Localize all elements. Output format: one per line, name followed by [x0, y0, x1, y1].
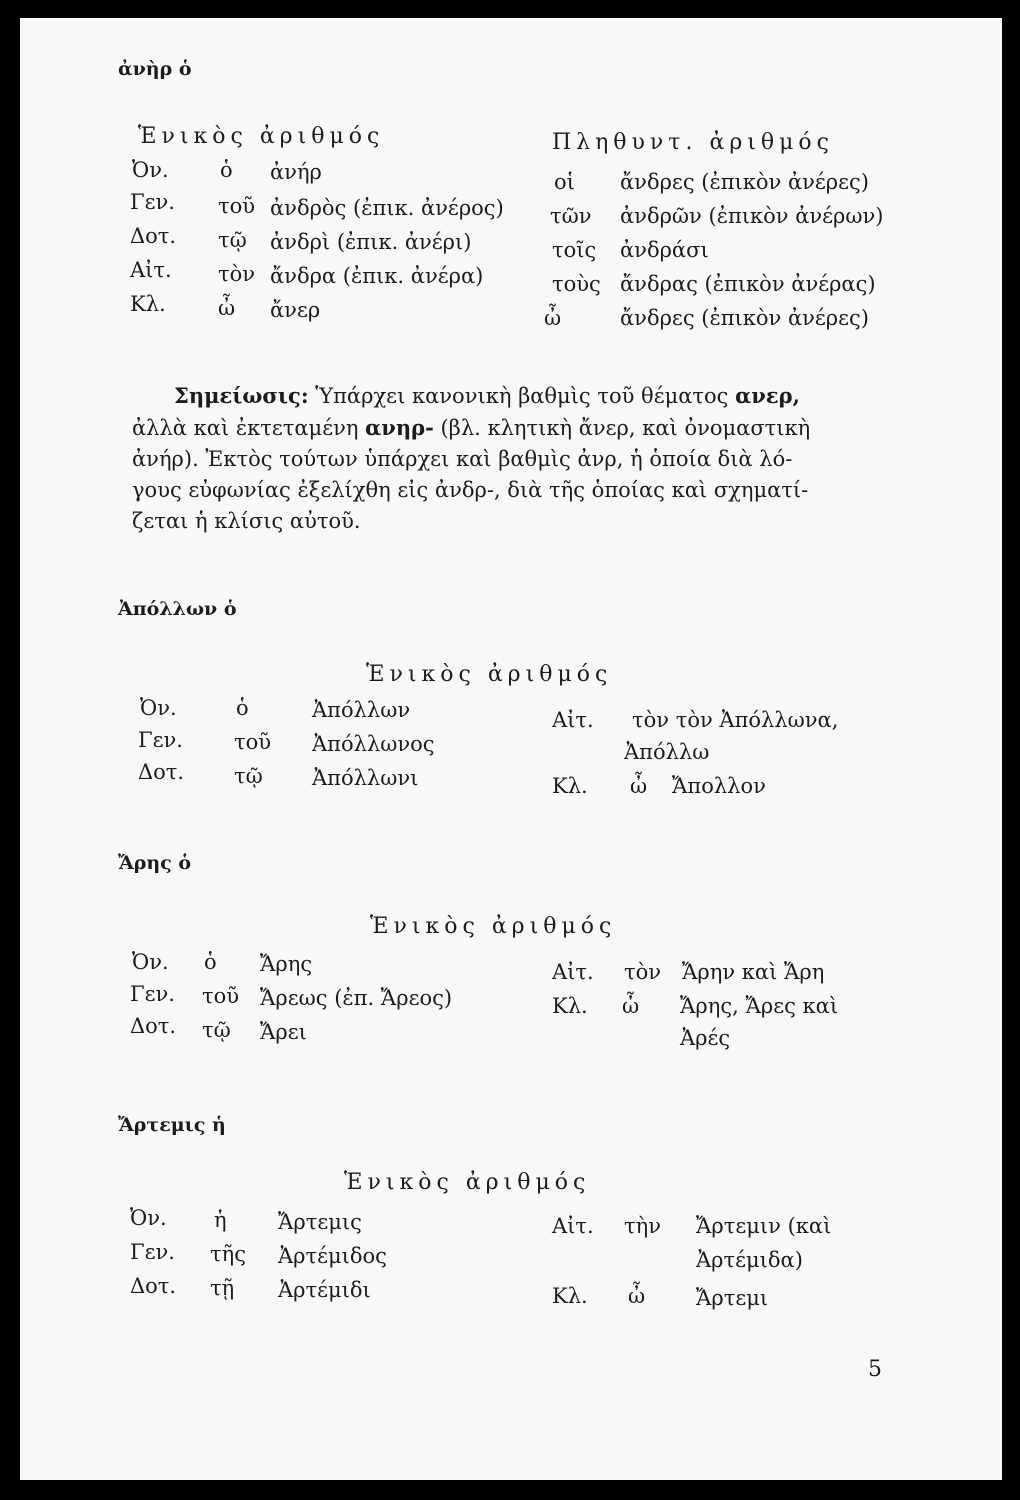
- aner-sg-case: Δοτ.: [130, 224, 177, 248]
- note-bold-stem: ανερ,: [735, 383, 800, 408]
- aner-sg-form: ἀνήρ: [270, 160, 322, 184]
- note-text: γους εὐφωνίας ἐξελίχθη εἰς ἀνδρ-, διὰ τῆς ὁποίας καὶ σχηματί-: [132, 478, 809, 502]
- aner-pl-form: ἄνδρας (ἐπικὸν ἀνέρας): [620, 272, 876, 296]
- ares-form: Ἄρεως (ἐπ. Ἄρεος): [260, 986, 453, 1010]
- aner-sg-article: τοῦ: [218, 194, 256, 218]
- apollon-case: Δοτ.: [138, 760, 185, 784]
- apollon-voc-form: Ἄπολλον: [672, 774, 766, 798]
- aner-singular-title: Ἑνικὸς ἀριθμός: [138, 124, 385, 149]
- ares-case: Ὀν.: [132, 950, 169, 974]
- note-text: (βλ. κλητικὴ ἄνερ, καὶ ὀνομαστικὴ: [433, 416, 811, 440]
- artemis-title: Ἑνικὸς ἀριθμός: [344, 1170, 591, 1195]
- artemis-form: Ἄρτεμις: [278, 1210, 362, 1234]
- apollon-article: ὁ: [236, 696, 249, 720]
- aner-sg-article: τὸν: [218, 262, 256, 286]
- apollon-acc-case: Αἰτ.: [552, 708, 594, 732]
- aner-sg-form: ἄνδρα (ἐπικ. ἀνέρα): [270, 264, 484, 288]
- artemis-article: τῆς: [210, 1242, 246, 1266]
- artemis-heading: Ἄρτεμις ἡ: [118, 1114, 226, 1136]
- note-label: Σημείωσις:: [174, 383, 309, 408]
- aner-pl-form: ἄνδρες (ἐπικὸν ἀνέρες): [620, 306, 869, 330]
- aner-plural-title: Πληθυντ. ἀριθμός: [552, 130, 834, 155]
- apollon-acc-form-alt: Ἀπόλλω: [624, 740, 710, 764]
- aner-pl-article: οἱ: [554, 170, 575, 194]
- aner-pl-form: ἀνδρῶν (ἐπικὸν ἀνέρων): [620, 204, 884, 228]
- aner-pl-article: τοὺς: [552, 272, 601, 296]
- ares-acc-form: Ἄρην καὶ Ἄρη: [682, 960, 825, 984]
- apollon-case: Ὀν.: [140, 696, 177, 720]
- aner-sg-form: ἀνδρὶ (ἐπικ. ἀνέρι): [270, 230, 472, 254]
- ares-acc-article: τὸν: [624, 960, 662, 984]
- ares-voc-form-alt: Ἀρές: [680, 1026, 731, 1050]
- apollon-form: Ἀπόλλων: [312, 698, 411, 722]
- ares-case: Γεν.: [130, 982, 175, 1006]
- apollon-case: Γεν.: [138, 728, 183, 752]
- apollon-heading: Ἀπόλλων ὁ: [118, 598, 237, 620]
- aner-sg-case: Κλ.: [130, 292, 166, 316]
- artemis-voc-form: Ἄρτεμι: [696, 1286, 769, 1310]
- aner-sg-form: ἀνδρὸς (ἐπικ. ἀνέρος): [270, 196, 504, 220]
- aner-sg-form: ἄνερ: [270, 298, 321, 322]
- ares-voc-case: Κλ.: [552, 994, 588, 1018]
- artemis-acc-form-alt: Ἀρτέμιδα): [696, 1248, 803, 1272]
- aner-pl-form: ἀνδράσι: [620, 238, 709, 262]
- apollon-voc-article: ὦ: [630, 774, 648, 798]
- artemis-acc-form: Ἄρτεμιν (καὶ: [696, 1214, 832, 1238]
- artemis-form: Ἀρτέμιδος: [278, 1244, 387, 1268]
- ares-voc-form: Ἄρης, Ἄρες καὶ: [680, 994, 839, 1018]
- note-text: Ὑπάρχει κανονικὴ βαθμὶς τοῦ θέματος: [308, 384, 736, 408]
- artemis-acc-article: τὴν: [624, 1214, 661, 1238]
- aner-heading: ἀνὴρ ὁ: [118, 58, 192, 80]
- aner-sg-case: Αἰτ.: [130, 258, 172, 282]
- artemis-article: τῇ: [210, 1276, 235, 1300]
- artemis-voc-article: ὦ: [628, 1284, 646, 1308]
- apollon-acc-form: τὸν τὸν Ἀπόλλωνα,: [632, 708, 839, 732]
- ares-voc-article: ὦ: [622, 994, 640, 1018]
- ares-form: Ἄρει: [260, 1020, 307, 1044]
- artemis-voc-case: Κλ.: [552, 1284, 588, 1308]
- ares-title: Ἑνικὸς ἀριθμός: [370, 914, 617, 939]
- artemis-acc-case: Αἰτ.: [552, 1214, 594, 1238]
- artemis-form: Ἀρτέμιδι: [278, 1278, 371, 1302]
- apollon-voc-case: Κλ.: [552, 774, 588, 798]
- aner-sg-article: τῷ: [218, 228, 247, 252]
- aner-sg-case: Ὀν.: [132, 158, 169, 182]
- note-paragraph: [132, 380, 932, 537]
- artemis-case: Ὀν.: [130, 1206, 167, 1230]
- aner-pl-article: τῶν: [550, 204, 592, 228]
- ares-article: ὁ: [204, 950, 217, 974]
- artemis-case: Γεν.: [130, 1240, 175, 1264]
- artemis-case: Δοτ.: [130, 1274, 177, 1298]
- note-text: ἀλλὰ καὶ ἐκτεταμένη: [132, 416, 366, 440]
- artemis-article: ἡ: [214, 1208, 227, 1232]
- apollon-article: τοῦ: [234, 730, 272, 754]
- note-text: ἀνήρ). Ἐκτὸς τούτων ὑπάρχει καὶ βαθμὶς ἀνρ, ἡ ὁποία διὰ λό-: [132, 447, 793, 471]
- apollon-form: Ἀπόλλωνι: [312, 766, 419, 790]
- aner-sg-case: Γεν.: [130, 190, 175, 214]
- aner-sg-article: ὁ: [220, 158, 233, 182]
- ares-article: τοῦ: [202, 984, 240, 1008]
- note-text: ζεται ἡ κλίσις αὐτοῦ.: [132, 509, 361, 533]
- apollon-article: τῷ: [234, 764, 263, 788]
- ares-acc-case: Αἰτ.: [552, 960, 594, 984]
- aner-pl-form: ἄνδρες (ἐπικὸν ἀνέρες): [620, 170, 869, 194]
- aner-sg-article: ὦ: [218, 296, 236, 320]
- ares-article: τῷ: [202, 1018, 231, 1042]
- ares-case: Δοτ.: [130, 1014, 177, 1038]
- ares-heading: Ἄρης ὁ: [118, 852, 192, 874]
- apollon-title: Ἑνικὸς ἀριθμός: [366, 662, 613, 687]
- aner-pl-article: τοῖς: [552, 238, 597, 262]
- apollon-form: Ἀπόλλωνος: [312, 732, 435, 756]
- page-number: 5: [868, 1357, 882, 1382]
- note-bold-stem: ανηρ-: [365, 415, 434, 440]
- book-page: [20, 18, 1002, 1480]
- ares-form: Ἄρης: [260, 952, 313, 976]
- aner-pl-article: ὦ: [544, 306, 562, 330]
